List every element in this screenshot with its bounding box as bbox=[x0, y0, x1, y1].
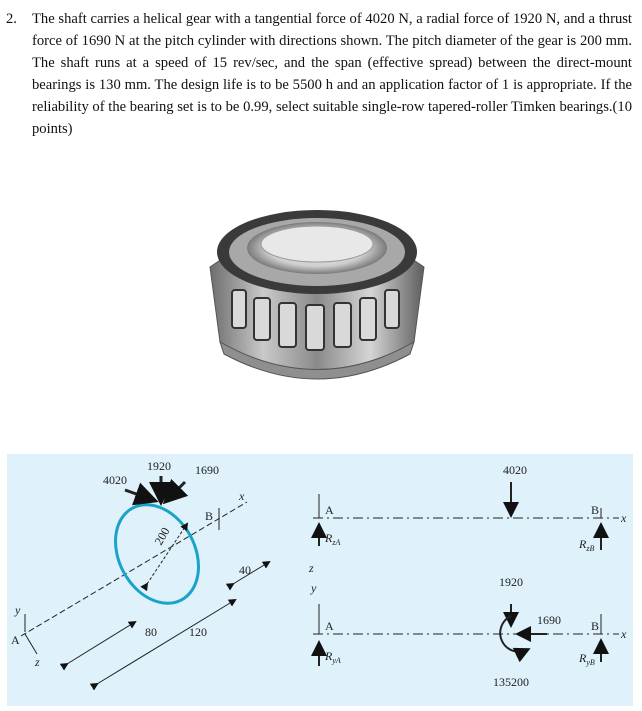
isometric-view bbox=[21, 476, 269, 684]
bearing-photo bbox=[152, 172, 482, 404]
problem-number: 2. bbox=[6, 11, 17, 27]
side-view bbox=[313, 604, 619, 666]
reaction-yb-label: $R_{yB}$ bbox=[579, 651, 595, 667]
iso-thrust-label: 1690 bbox=[195, 463, 219, 477]
reaction-za-label: $R_{zA}$ bbox=[325, 531, 341, 547]
side-axis-y: y bbox=[311, 581, 317, 595]
iso-tangential-label: 4020 bbox=[103, 473, 127, 487]
top-axis-z: z bbox=[309, 561, 314, 575]
side-moment-label: 135200 bbox=[493, 675, 529, 689]
side-thrust-label: 1690 bbox=[537, 613, 561, 627]
side-axis-x: x bbox=[621, 627, 627, 641]
iso-axis-z: z bbox=[35, 655, 40, 669]
iso-axis-x: x bbox=[239, 489, 245, 503]
top-load-label: 4020 bbox=[503, 463, 527, 477]
side-point-b: B bbox=[591, 619, 600, 633]
problem-text: The shaft carries a helical gear with a tangential force of 4020 N, a radial force of 1920 N, and a thrust force of 1690 N at the pitch cylinder with directions shown. The pitch diameter of the gear is 200 mm. The shaft runs at a speed of 15 rev/sec, and the span (effective spread) between the direct-mount bearings is 130 mm. The design life is to be 5500 h and an application factor of 1 is appropriate. If the reliability of the bearing set is to be 0.99, select suitable single-row tapered-roller Timken bearings.(10 points) bbox=[32, 11, 632, 137]
top-view bbox=[313, 482, 619, 550]
tapered-roller-bearing-image bbox=[152, 172, 482, 404]
iso-point-b: B bbox=[205, 509, 214, 523]
problem-statement bbox=[6, 8, 632, 140]
side-radial-label: 1920 bbox=[499, 575, 523, 589]
reaction-ya-label: $R_{yA}$ bbox=[325, 649, 341, 665]
iso-dim-40: 40 bbox=[239, 563, 251, 577]
top-axis-x: x bbox=[621, 511, 627, 525]
side-point-a: A bbox=[325, 619, 334, 633]
iso-dim-80: 80 bbox=[145, 625, 157, 639]
iso-radial-label: 1920 bbox=[147, 459, 171, 473]
iso-dim-120: 120 bbox=[189, 625, 207, 639]
reaction-zb-label: $R_{zB}$ bbox=[579, 537, 595, 553]
top-point-a: A bbox=[325, 503, 334, 517]
free-body-diagram bbox=[7, 454, 633, 706]
iso-diameter-label: 200 bbox=[151, 524, 173, 548]
iso-axis-y: y bbox=[15, 603, 21, 617]
top-point-b: B bbox=[591, 503, 600, 517]
iso-point-a: A bbox=[11, 633, 20, 647]
